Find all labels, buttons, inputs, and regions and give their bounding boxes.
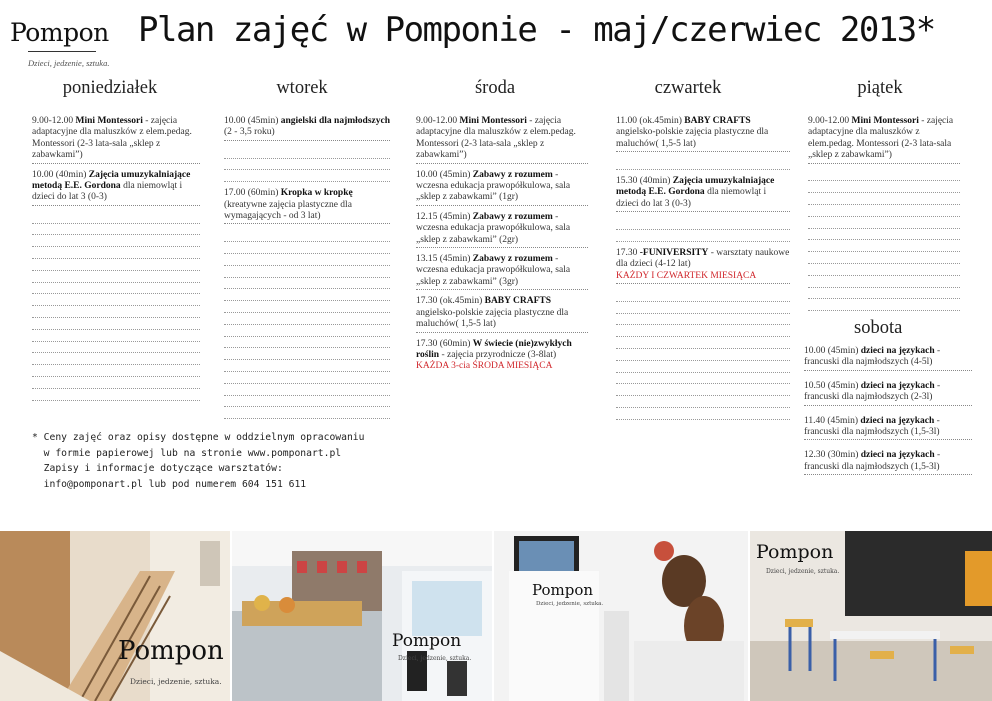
recurrence-note: KAŻDY I CZWARTEK MIESIĄCA [616, 270, 757, 281]
photo-logo-tagline: Dzieci, jedzenie, sztuka. [130, 677, 222, 686]
schedule-entry: 10.00 (40min) Zajęcia umuzykalniające metodą E.E. Gordona dla niemowląt i dzieci do lat 3 (0-3) [32, 170, 200, 206]
schedule-entry: 15.30 (40min) Zajęcia umuzykalniające metodą E.E. Gordona dla niemowląt i dzieci do lat 3 (0-3) [616, 176, 790, 212]
column-saturday [804, 346, 972, 481]
schedule-entry: 10.00 (45min) Zabawy z rozumem -wczesna edukacja prawopółkulowa, sala „sklep z zabawkami” (1gr) [416, 170, 588, 206]
photo-cafe [232, 531, 492, 701]
photo-logo-wordmark: Pompon [118, 636, 224, 666]
column-thursday [616, 116, 790, 420]
blank-lines [616, 218, 790, 242]
photo-logo-tagline: Dzieci, jedzenie, sztuka. [536, 601, 604, 607]
logo-wordmark: Pompon [10, 18, 109, 47]
blank-lines [616, 158, 790, 170]
recurrence-note: KAŻDA 3-cia ŚRODA MIESIĄCA [416, 361, 553, 372]
schedule-entry: 13.15 (45min) Zabawy z rozumem -wczesna edukacja prawopółkulowa, sala „sklep z zabawkami” (3gr) [416, 254, 588, 290]
photo-staircase [0, 531, 230, 701]
schedule-entry: 10.50 (45min) dzieci na językach - francuski dla najmłodszych (2-3l) [804, 381, 972, 406]
photo-strip [0, 531, 992, 701]
staircase-image [0, 531, 230, 701]
blank-lines [808, 170, 960, 312]
schedule-entry: 9.00-12.00 Mini Montessori - zajęcia adaptacyjne dla maluszków z elem.pedag. Montessori (2-3 lata-sala „sklep z zabawkami”) [416, 116, 588, 164]
blank-lines [224, 230, 390, 419]
photo-logo-wordmark: Pompon [756, 541, 834, 563]
schedule-entry: 11.00 (ok.45min) BABY CRAFTS angielsko-polskie zajęcia plastyczne dla maluchów( 1,5-5 lat) [616, 116, 790, 152]
schedule-entry: 17.30 (ok.45min) BABY CRAFTS angielsko-polskie zajęcia plastyczne dla maluchów( 1,5-5 lat) [416, 296, 588, 332]
photo-classroom [750, 531, 992, 701]
logo-tagline: Dzieci, jedzenie, sztuka. [28, 58, 110, 68]
blank-lines [32, 212, 200, 401]
brand-logo [10, 18, 120, 68]
schedule-entry: 9.00-12.00 Mini Montessori - zajęcia adaptacyjne dla maluszków z elem.pedag. Montessori (2-3 lata-sala „sklep z zabawkami”) [32, 116, 200, 164]
day-heading-wednesday: środa [474, 78, 516, 98]
day-heading-saturday: sobota [854, 318, 903, 338]
day-heading-tuesday: wtorek [276, 78, 328, 98]
day-heading-thursday: czwartek [654, 78, 722, 98]
schedule-entry: 11.40 (45min) dzieci na językach - francuski dla najmłodszych (1,5-3l) [804, 416, 972, 441]
schedule-entry: 10.00 (45min) dzieci na językach - francuski dla najmłodszych (4-5l) [804, 346, 972, 371]
column-monday [32, 116, 200, 401]
day-heading-monday: poniedziałek [62, 78, 158, 98]
schedule-entry: 17.30 (60min) W świecie (nie)zwykłych roślin - zajęcia przyrodnicze (3-8lat) KAŻDA 3-cia ŚRODA MIESIĄCA [416, 339, 588, 374]
schedule-entry: 10.00 (45min) angielski dla najmłodszych (2 - 3,5 roku) [224, 116, 390, 141]
photo-logo-tagline: Dzieci, jedzenie, sztuka. [766, 568, 840, 575]
schedule-entry: 17.00 (60min) Kropka w kropkę (kreatywne zajęcia plastyczne dla wymagających - od 3 lat) [224, 188, 390, 224]
column-friday [808, 116, 960, 311]
page-title: Plan zajęć w Pomponie - maj/czerwiec 2013* [138, 10, 935, 50]
cafe-image [232, 531, 492, 701]
photo-logo-wordmark: Pompon [532, 581, 594, 599]
schedule-entry: 17.30 -FUNIVERSITY - warsztaty naukowe dla dzieci (4-12 lat) KAŻDY I CZWARTEK MIESIĄCA [616, 248, 790, 284]
blank-lines [616, 290, 790, 420]
footnote: * Ceny zajęć oraz opisy dostępne w oddzielnym opracowaniu w formie papierowej lub na stronie www.pomponart.pl Zapisy i informacje dotyczące warsztatów: info@pomponart.pl lub pod numerem 604 151 611 [32, 432, 365, 490]
playroom-image [494, 531, 748, 701]
schedule-entry: 12.30 (30min) dzieci na językach - francuski dla najmłodszych (1,5-3l) [804, 450, 972, 475]
photo-logo-tagline: Dzieci, jedzenie, sztuka. [398, 655, 472, 662]
blank-lines [224, 147, 390, 182]
photo-logo-wordmark: Pompon [392, 631, 462, 651]
logo-divider [28, 51, 96, 52]
schedule-entry: 9.00-12.00 Mini Montessori - zajęcia adaptacyjne dla maluszków z elem.pedag. Montessori (2-3 lata-sala „sklep z zabawkami”) [808, 116, 960, 164]
day-heading-friday: piątek [857, 78, 903, 98]
photo-playroom [494, 531, 748, 701]
schedule-entry: 12.15 (45min) Zabawy z rozumem -wczesna edukacja prawopółkulowa, sala „sklep z zabawkami” (2gr) [416, 212, 588, 248]
column-wednesday [416, 116, 588, 380]
column-tuesday [224, 116, 390, 419]
